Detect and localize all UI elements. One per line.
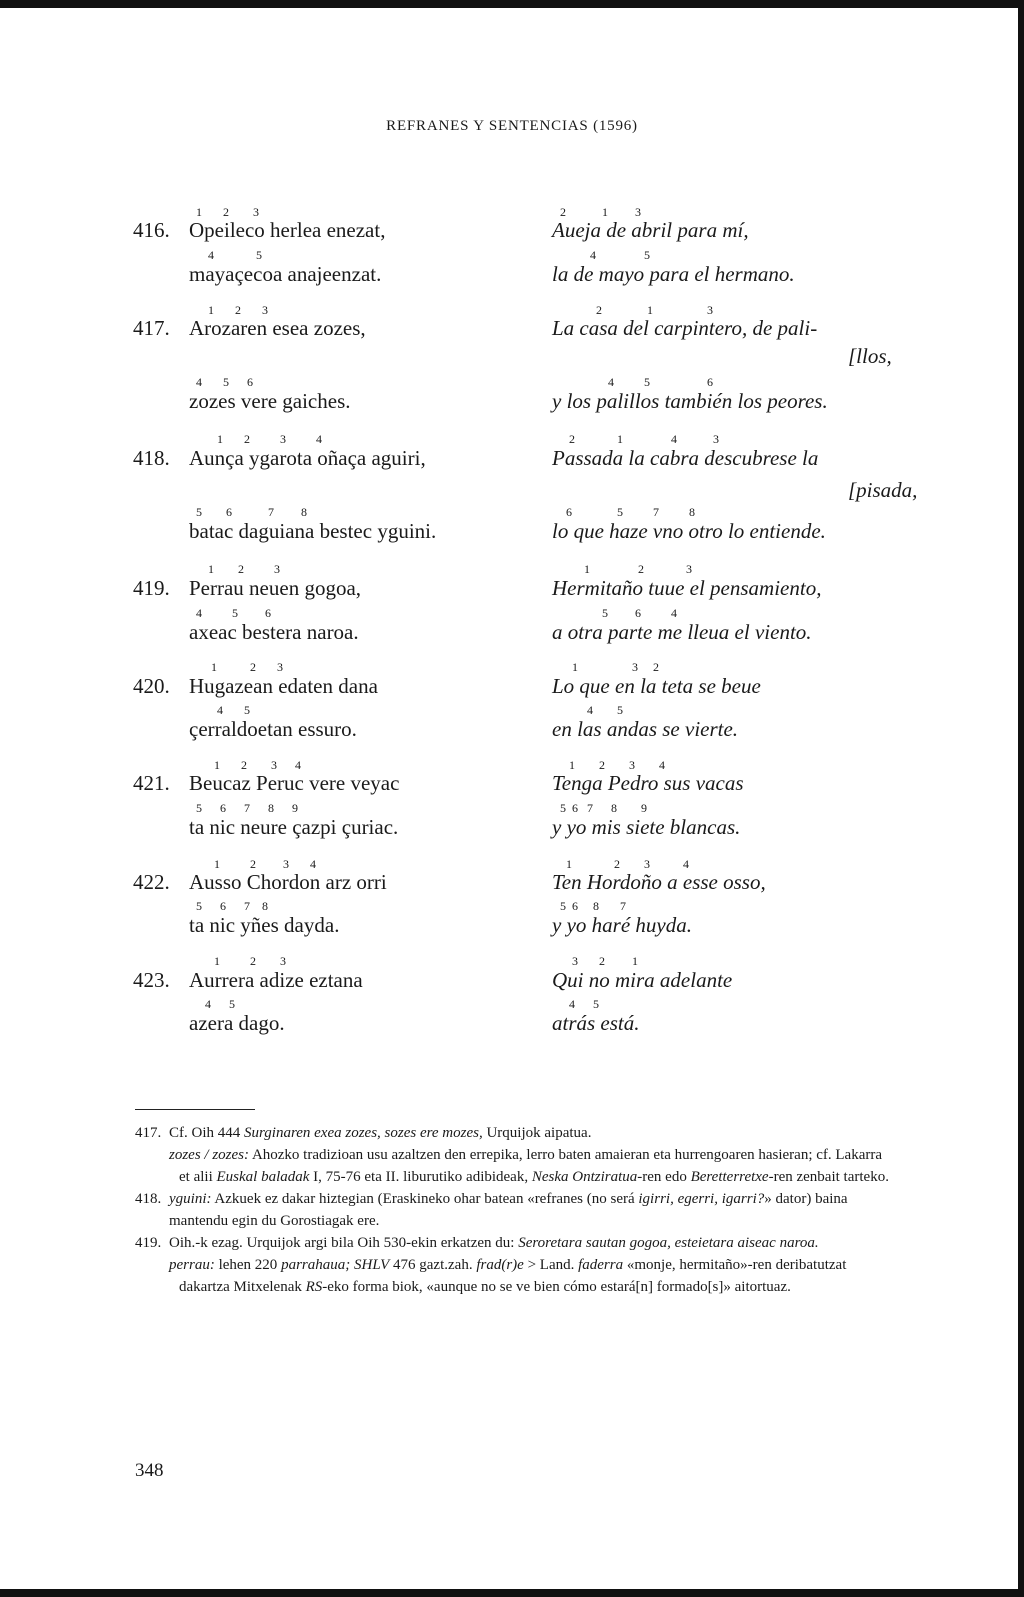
word-order-digits: 4 5 6 bbox=[560, 375, 713, 389]
spanish-line: Aueja de abril para mí, bbox=[552, 218, 749, 242]
word-order-digits: 1 2 3 4 bbox=[196, 432, 322, 446]
spanish-line: Ten Hordoño a esse osso, bbox=[552, 870, 766, 894]
footnote-417-sub bbox=[135, 1144, 895, 1188]
footnote-italic: RS bbox=[305, 1279, 323, 1295]
word-order-digits: 1 2 3 bbox=[196, 660, 283, 674]
basque-line: Beucaz Peruc vere veyac bbox=[189, 771, 400, 795]
basque-line: mayaçecoa anajeenzat. bbox=[189, 262, 382, 286]
footnote-italic: igirri, egerri, igarri? bbox=[638, 1191, 765, 1207]
entry-number: 418. bbox=[133, 446, 170, 470]
entry-number: 421. bbox=[133, 771, 170, 795]
entry-number: 420. bbox=[133, 674, 170, 698]
footnote-body bbox=[169, 1232, 895, 1254]
footnote-body bbox=[169, 1144, 895, 1188]
word-order-digits: 4 5 bbox=[560, 703, 623, 717]
word-order-digits: 4 5 6 bbox=[196, 606, 271, 620]
word-order-digits: 4 5 bbox=[196, 703, 250, 717]
spanish-line: atrás está. bbox=[552, 1011, 640, 1035]
spanish-line: y yo haré huyda. bbox=[552, 913, 692, 937]
spanish-line: Tenga Pedro sus vacas bbox=[552, 771, 744, 795]
spanish-line: lo que haze vno otro lo entiende. bbox=[552, 519, 826, 543]
footnote-number: 417. bbox=[135, 1125, 162, 1141]
spanish-line-continuation: [pisada, bbox=[848, 478, 918, 502]
footnote-text: Ahozko tradizioan usu azaltzen den errepika, lerro baten amaieran eta hurrengoaren hasieran; cf. Lakarra et alii bbox=[179, 1147, 883, 1185]
entry-number: 419. bbox=[133, 576, 170, 600]
word-order-digits: 1 2 3 4 bbox=[196, 857, 316, 871]
word-order-digits: 1 2 3 4 bbox=[560, 857, 689, 871]
footnote-417 bbox=[135, 1122, 895, 1144]
word-order-digits: 5 6 7 8 bbox=[196, 505, 307, 519]
word-order-digits: 4 5 bbox=[196, 997, 235, 1011]
word-order-digits: 1 2 3 bbox=[196, 954, 286, 968]
spanish-line: Passada la cabra descubrese la bbox=[552, 446, 819, 470]
word-order-digits: 6 5 7 8 bbox=[560, 505, 695, 519]
entry-number: 422. bbox=[133, 870, 170, 894]
footnote-number: 419. bbox=[135, 1235, 162, 1251]
word-order-digits: 5 6 4 bbox=[560, 606, 677, 620]
word-order-digits: 1 2 3 4 bbox=[560, 758, 665, 772]
spanish-line: La casa del carpintero, de pali- bbox=[552, 316, 818, 340]
word-order-digits: 4 5 bbox=[560, 248, 650, 262]
word-order-digits: 2 1 3 bbox=[560, 303, 713, 317]
word-order-digits: 2 1 4 3 bbox=[560, 432, 719, 446]
spanish-line: en las andas se vierte. bbox=[552, 717, 739, 741]
footnote-text: > Land. bbox=[523, 1257, 579, 1273]
word-order-digits: 5 6 7 8 9 bbox=[560, 801, 647, 815]
word-order-digits: 4 5 bbox=[196, 248, 262, 262]
basque-line: ta nic neure çazpi çuriac. bbox=[189, 815, 399, 839]
footnote-text: -ren zenbait tarteko. bbox=[768, 1169, 889, 1185]
entry-number: 417. bbox=[133, 316, 170, 340]
footnote-text: » dator) baina mantendu egin du Gorostiagak ere. bbox=[169, 1191, 848, 1229]
page-edge-top bbox=[0, 0, 1024, 8]
footnote-text: Azkuek ez dakar hiztegian (Eraskineko ohar batean «refranes (no será bbox=[211, 1191, 639, 1207]
basque-line: Opeileco herlea enezat, bbox=[189, 218, 386, 242]
footnote-body bbox=[169, 1188, 895, 1232]
basque-line: zozes vere gaiches. bbox=[189, 389, 351, 413]
footnotes bbox=[135, 1122, 895, 1298]
footnote-italic: perrau: bbox=[169, 1257, 215, 1273]
word-order-digits: 5 6 7 8 bbox=[196, 899, 268, 913]
word-order-digits: 1 2 3 bbox=[196, 205, 259, 219]
footnote-text: -eko forma biok, «aunque no se ve bien cómo estará[n] formado[s]» aitortuaz. bbox=[322, 1279, 791, 1295]
spanish-line: Qui no mira adelante bbox=[552, 968, 733, 992]
entry-number: 416. bbox=[133, 218, 170, 242]
footnote-italic: frad(r)e bbox=[476, 1257, 524, 1273]
page-number: 348 bbox=[135, 1460, 164, 1481]
footnote-italic: Seroretara sautan gogoa, esteietara aiseac naroa. bbox=[518, 1235, 819, 1251]
entry-number: 423. bbox=[133, 968, 170, 992]
spanish-line: y los palillos también los peores. bbox=[552, 389, 828, 413]
footnote-text: Cf. Oih 444 bbox=[169, 1125, 244, 1141]
footnote-text: Oih.-k ezag. Urquijok argi bila Oih 530-ekin erkatzen du: bbox=[169, 1235, 519, 1251]
footnote-italic: Euskal baladak bbox=[216, 1169, 310, 1185]
footnote-italic: Surginaren exea zozes, sozes ere mozes, bbox=[244, 1125, 483, 1141]
footnote-italic: faderra bbox=[578, 1257, 624, 1273]
word-order-digits: 2 1 3 bbox=[560, 205, 641, 219]
footnote-italic: Beretterretxe bbox=[690, 1169, 769, 1185]
basque-line: batac daguiana bestec yguini. bbox=[189, 519, 437, 543]
basque-line: Ausso Chordon arz orri bbox=[189, 870, 387, 894]
word-order-digits: 1 3 2 bbox=[560, 660, 659, 674]
word-order-digits: 1 2 3 4 bbox=[196, 758, 301, 772]
word-order-digits: 5 6 8 7 bbox=[560, 899, 626, 913]
footnote-419-sub bbox=[135, 1254, 895, 1298]
basque-line: çerraldoetan essuro. bbox=[189, 717, 357, 741]
footnote-text: 476 gazt.zah. bbox=[389, 1257, 477, 1273]
footnote-text: lehen 220 bbox=[214, 1257, 282, 1273]
word-order-digits: 1 2 3 bbox=[196, 303, 268, 317]
footnote-text: I, 75-76 eta II. liburutiko adibideak, bbox=[309, 1169, 532, 1185]
spanish-line: Lo que en la teta se beue bbox=[552, 674, 761, 698]
footnote-text: -ren edo bbox=[637, 1169, 691, 1185]
footnote-text: Urquijok aipatua. bbox=[482, 1125, 592, 1141]
footnote-body bbox=[169, 1254, 895, 1298]
basque-line: Aunça ygarota oñaça aguiri, bbox=[189, 446, 426, 470]
page-edge-bottom bbox=[0, 1589, 1024, 1597]
basque-line: azera dago. bbox=[189, 1011, 285, 1035]
basque-line: Arozaren esea zozes, bbox=[189, 316, 366, 340]
word-order-digits: 1 2 3 bbox=[196, 562, 280, 576]
spanish-line: y yo mis siete blancas. bbox=[552, 815, 741, 839]
word-order-digits: 4 5 bbox=[560, 997, 599, 1011]
footnote-body bbox=[169, 1122, 895, 1144]
footnote-italic: Neska Ontziratua bbox=[531, 1169, 638, 1185]
footnote-italic: parrahaua; SHLV bbox=[281, 1257, 390, 1273]
page-edge-right bbox=[1018, 0, 1024, 1597]
spanish-line-continuation: [llos, bbox=[848, 344, 892, 368]
footnote-italic: yguini: bbox=[169, 1191, 212, 1207]
footnote-rule bbox=[135, 1109, 255, 1110]
footnote-italic: zozes / zozes: bbox=[169, 1147, 250, 1163]
footnote-419 bbox=[135, 1232, 895, 1254]
footnote-number: 418. bbox=[135, 1191, 162, 1207]
spanish-line: Hermitaño tuue el pensamiento, bbox=[552, 576, 822, 600]
basque-line: Aurrera adize eztana bbox=[189, 968, 363, 992]
word-order-digits: 4 5 6 bbox=[196, 375, 253, 389]
footnote-text: «monje, hermitaño»-ren deribatutzat dakartza Mitxelenak bbox=[179, 1257, 847, 1295]
spanish-line: a otra parte me lleua el viento. bbox=[552, 620, 812, 644]
basque-line: ta nic yñes dayda. bbox=[189, 913, 340, 937]
word-order-digits: 3 2 1 bbox=[560, 954, 638, 968]
basque-line: Hugazean edaten dana bbox=[189, 674, 378, 698]
spanish-line: la de mayo para el hermano. bbox=[552, 262, 795, 286]
running-head: REFRANES Y SENTENCIAS (1596) bbox=[386, 118, 638, 134]
word-order-digits: 1 2 3 bbox=[560, 562, 692, 576]
footnote-418 bbox=[135, 1188, 895, 1232]
basque-line: axeac bestera naroa. bbox=[189, 620, 359, 644]
word-order-digits: 5 6 7 8 9 bbox=[196, 801, 298, 815]
basque-line: Perrau neuen gogoa, bbox=[189, 576, 362, 600]
